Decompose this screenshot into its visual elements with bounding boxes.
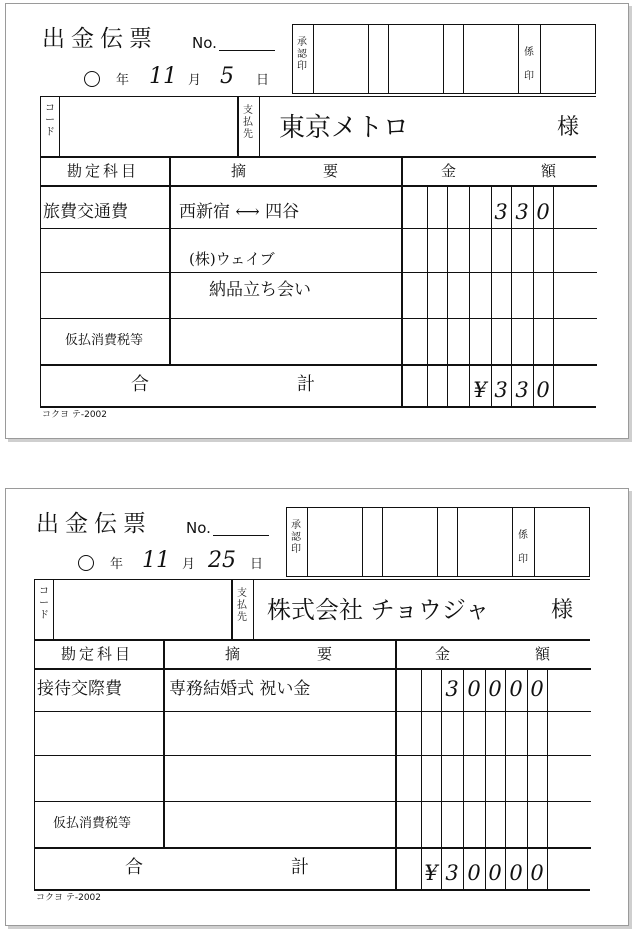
slip-number-line	[219, 50, 275, 51]
era-circle	[78, 555, 94, 571]
total-digit: ¥	[473, 378, 487, 402]
row-1-digit: 0	[509, 677, 523, 701]
row-3-summary: 納品立ち会い	[209, 280, 311, 300]
slip-title: 出金伝票	[42, 26, 158, 52]
header-summary-1: 摘	[225, 645, 241, 663]
header-summary-2: 要	[317, 645, 333, 663]
header-account: 勘定科目	[67, 162, 140, 180]
header-amount-2: 額	[541, 162, 557, 180]
header-summary-2: 要	[323, 162, 339, 180]
total-digit: 0	[488, 861, 502, 885]
approval-stamp-box	[292, 24, 596, 94]
header-amount-1: 金	[435, 645, 451, 663]
row-1-digit: 0	[488, 677, 502, 701]
total-digit: 0	[536, 378, 550, 402]
expense-slip-1	[5, 3, 629, 439]
total-digit: 3	[445, 861, 459, 885]
row-1-digit: 3	[494, 200, 508, 224]
row-1-digit: 3	[445, 677, 459, 701]
total-digit: 0	[530, 861, 544, 885]
payee-label: 支払先	[237, 588, 247, 623]
slip-number-label: No.	[192, 34, 217, 52]
row-1-digit: 0	[467, 677, 481, 701]
date-month: 11	[149, 64, 177, 89]
total-digit: ¥	[424, 861, 438, 885]
payee-name: 株式会社 チョウジャ	[267, 596, 490, 624]
approval-label: 承認印	[297, 37, 307, 72]
slip-footer: コクヨ テ-2002	[42, 410, 108, 420]
total-label-1: 合	[131, 374, 149, 395]
row-1-account: 接待交際費	[37, 679, 122, 699]
tax-label: 仮払消費税等	[65, 333, 144, 348]
header-account: 勘定科目	[61, 645, 134, 663]
row-1-summary: 西新宿 ⟷ 四谷	[179, 202, 300, 222]
payee-label: 支払先	[243, 105, 253, 140]
day-label: 日	[256, 73, 270, 88]
clerk-label: 係印	[524, 47, 534, 82]
expense-slip-2	[5, 488, 629, 926]
row-1-account: 旅費交通費	[43, 202, 128, 222]
slip-title: 出金伝票	[36, 511, 152, 537]
code-payee-row	[34, 579, 590, 641]
total-digit: 3	[494, 378, 508, 402]
day-label: 日	[250, 557, 264, 572]
slip-number-line	[213, 535, 269, 536]
month-label: 月	[188, 73, 202, 88]
code-payee-row	[40, 96, 596, 158]
total-digit: 0	[467, 861, 481, 885]
row-1-digit: 0	[536, 200, 550, 224]
header-summary-1: 摘	[231, 162, 247, 180]
header-amount-2: 額	[535, 645, 551, 663]
row-2-summary: (株)ウェイブ	[189, 250, 275, 268]
date-month: 11	[142, 548, 170, 573]
approval-label: 承認印	[291, 520, 301, 555]
year-label: 年	[110, 557, 124, 572]
year-label: 年	[116, 73, 130, 88]
total-digit: 3	[515, 378, 529, 402]
date-day: 5	[220, 64, 234, 89]
code-label: コード	[45, 103, 55, 138]
month-label: 月	[182, 557, 196, 572]
approval-stamp-box	[286, 507, 590, 577]
row-1-digit: 3	[515, 200, 529, 224]
era-circle	[84, 71, 100, 87]
payee-honorific: 様	[557, 115, 580, 140]
payee-honorific: 様	[551, 598, 574, 623]
date-day: 25	[208, 548, 236, 573]
row-1-digit: 0	[530, 677, 544, 701]
tax-label: 仮払消費税等	[53, 816, 132, 831]
row-1-summary: 専務結婚式 祝い金	[169, 679, 311, 699]
total-label-1: 合	[125, 857, 143, 878]
code-label: コード	[39, 586, 49, 621]
slip-footer: コクヨ テ-2002	[36, 893, 102, 903]
slip-number-label: No.	[186, 519, 211, 537]
header-amount-1: 金	[441, 162, 457, 180]
total-label-2: 計	[291, 857, 309, 878]
total-digit: 0	[509, 861, 523, 885]
total-label-2: 計	[297, 374, 315, 395]
entry-table	[40, 158, 596, 408]
entry-table	[34, 641, 590, 891]
clerk-label: 係印	[518, 530, 528, 565]
payee-name: 東京メトロ	[279, 113, 410, 143]
